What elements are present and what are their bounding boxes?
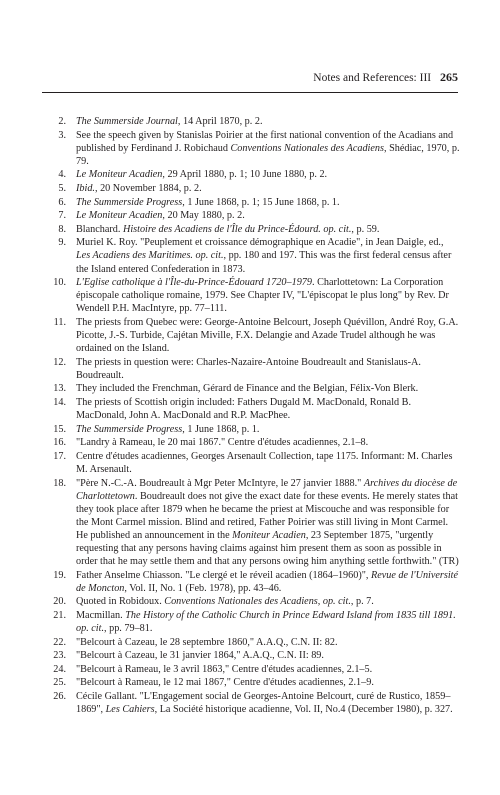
note-text <box>76 168 460 181</box>
note-text <box>76 382 460 395</box>
note-item <box>44 595 460 608</box>
note-text-segment: , 1 June 1868, p. 1; 15 June 1868, p. 1. <box>182 196 340 208</box>
note-text-segment: "Belcourt à Rameau, le 3 avril 1863," Centre d'études acadiennes, 2.1–5. <box>76 663 373 675</box>
note-number: 23. <box>53 650 66 662</box>
note-item <box>44 423 460 436</box>
note-text-segment: . Boudreault does not give the exact date for these events. He merely states that they took place after 1879 when he became the priest at Miscouche and was responsible for the Mont Carmel mission. Blind and retired, Father Poirier was still living in Mont Carmel. He published an announcement in the <box>76 490 458 541</box>
note-text-segment: , 20 November 1884, p. 2. <box>94 182 202 194</box>
note-text-segment: "Belcourt à Cazeau, le 31 janvier 1864," A.A.Q., C.N. II: 89. <box>76 650 324 662</box>
header-rule <box>42 92 458 93</box>
note-title-italic: Ibid. <box>76 182 95 194</box>
note-number: 10. <box>53 277 66 289</box>
note-number: 8. <box>58 223 66 235</box>
note-text <box>76 223 460 236</box>
note-text <box>76 115 460 128</box>
note-text <box>76 663 460 676</box>
note-text <box>76 236 460 275</box>
note-text <box>76 649 460 662</box>
note-item <box>44 236 460 275</box>
note-number: 25. <box>53 677 66 689</box>
note-item <box>44 436 460 449</box>
note-text <box>76 609 460 635</box>
note-text-segment: . Charlottetown: La Corporation épiscopale catholique romaine, 1979. See Chapter IV, "L'épiscopat le plus long" by Rev. Dr Wendell P.H. MacIntyre, pp. 77–111. <box>76 277 449 315</box>
note-text-segment: , p. 7. <box>350 596 374 608</box>
note-number: 21. <box>53 609 66 621</box>
note-text-segment: The priests in question were: Charles-Nazaire-Antoine Boudreault and Stanislaus-A. Boudreault. <box>76 356 421 381</box>
notes-list <box>44 115 460 717</box>
note-text <box>76 129 460 168</box>
note-title-italic: Les Cahiers <box>105 704 155 716</box>
note-text-segment: , Vol. II, No. 1 (Feb. 1978), pp. 43–46. <box>124 582 282 594</box>
note-number: 9. <box>58 237 66 249</box>
note-text-segment: , La Société historique acadienne, Vol. II, No.4 (December 1980), p. 327. <box>154 704 453 716</box>
note-title-italic: Archives du diocèse de Charlottetown <box>76 477 458 502</box>
note-text-segment: Cécile Gallant. "L'Engagement social de Georges-Antoine Belcourt, curé de Rustico, 1859–1869", <box>76 691 451 716</box>
note-text-segment: See the speech given by Stanislas Poirier at the first national convention of the Acadians and published by Ferdinand J. Robichaud <box>76 129 454 154</box>
note-item <box>44 168 460 181</box>
note-title-italic: The Summerside Journal <box>76 116 178 127</box>
note-title-italic: The History of the Catholic Church in Prince Edward Island from 1835 till 1891. op. cit. <box>76 609 456 635</box>
note-text <box>76 276 460 315</box>
note-text <box>76 595 460 608</box>
note-text <box>76 569 460 595</box>
note-item <box>44 276 460 315</box>
note-text <box>76 450 460 476</box>
note-text <box>76 209 460 222</box>
note-text-segment: , pp. 180 and 197. This was the first federal census after the Island entered Confederation in 1873. <box>76 250 452 275</box>
note-item <box>44 182 460 195</box>
note-text-segment: They included the Frenchman, Gérard de Finance and the Belgian, Félix-Von Blerk. <box>76 383 419 395</box>
note-item <box>44 569 460 595</box>
note-text-segment: , 29 April 1880, p. 1; 10 June 1880, p. 2. <box>162 169 328 181</box>
note-text <box>76 436 460 449</box>
note-title-italic: The Summerside Progress <box>76 423 183 435</box>
note-text-segment: "Landry à Rameau, le 20 mai 1867." Centre d'études acadiennes, 2.1–8. <box>76 437 369 449</box>
note-text-segment: "Père N.-C.-A. Boudreault à Mgr Peter McIntyre, le 27 janvier 1888." <box>76 477 364 489</box>
note-text <box>76 690 460 716</box>
note-text <box>76 196 460 209</box>
note-number: 3. <box>58 129 66 141</box>
note-text <box>76 477 460 569</box>
note-item <box>44 450 460 476</box>
note-number: 24. <box>53 663 66 675</box>
note-item <box>44 316 460 355</box>
note-text <box>76 356 460 382</box>
note-title-italic: Conventions Nationales des Acadiens, op. cit. <box>164 596 351 608</box>
note-number: 6. <box>58 196 66 208</box>
note-text-segment: , Shédiac, 1970, p. 79. <box>76 142 460 167</box>
note-text-segment: Blanchard. <box>76 223 123 235</box>
note-text-segment: , 1 June 1868, p. 1. <box>182 423 260 435</box>
note-item <box>44 223 460 236</box>
note-number: 17. <box>53 450 66 462</box>
note-item <box>44 115 460 128</box>
note-text <box>76 636 460 649</box>
note-item <box>44 396 460 422</box>
note-title-italic: Conventions Nationales des Acadiens <box>230 142 384 154</box>
note-text-segment: , pp. 79–81. <box>104 623 153 635</box>
note-title-italic: The Summerside Progress <box>76 196 183 208</box>
note-item <box>44 382 460 395</box>
note-item <box>44 209 460 222</box>
note-item <box>44 356 460 382</box>
note-text <box>76 182 460 195</box>
note-item <box>44 129 460 168</box>
note-number: 11. <box>53 316 66 328</box>
note-title-italic: Histoire des Acadiens de l'Île du Prince-Édourd. op. cit. <box>122 223 352 235</box>
note-number: 14. <box>53 396 66 408</box>
note-number: 7. <box>58 210 66 222</box>
page-number: 265 <box>440 70 458 84</box>
note-text-segment: The priests from Quebec were: George-Antoine Belcourt, Joseph Quévillon, André Roy, G.A. Picotte, J.-S. Turbide, Cajétan Miville, F.X. Delangie and Azade Trudel although he was ordained on the Island. <box>76 316 459 355</box>
note-item <box>44 649 460 662</box>
note-title-italic: Revue de l'Université de Moncton <box>76 569 459 594</box>
note-text-segment: Quoted in Robidoux. <box>76 596 165 608</box>
note-text-segment: , 14 April 1870, p. 2. <box>177 116 263 127</box>
note-item <box>44 663 460 676</box>
note-title-italic: Le Moniteur Acadien <box>76 169 163 181</box>
note-number: 15. <box>53 423 66 435</box>
note-item <box>44 196 460 209</box>
note-title-italic: Les Acadiens des Maritimes. op. cit. <box>76 250 224 262</box>
running-header <box>313 70 458 85</box>
note-text-segment: "Belcourt à Cazeau, le 28 septembre 1860," A.A.Q., C.N. II: 82. <box>76 636 338 648</box>
note-number: 20. <box>53 596 66 608</box>
note-title-italic: Le Moniteur Acadien <box>76 210 163 222</box>
note-item <box>44 636 460 649</box>
note-text-segment: , p. 59. <box>351 223 380 235</box>
running-title: Notes and References: III <box>313 72 432 84</box>
note-number: 22. <box>53 636 66 648</box>
note-number: 26. <box>53 691 66 703</box>
note-text-segment: Muriel K. Roy. "Peuplement et croissance démographique en Acadie", in Jean Daigle, ed., <box>76 237 444 249</box>
note-number: 2. <box>58 116 66 127</box>
note-title-italic: L'Eglise catholique à l'Île-du-Prince-Édouard 1720–1979 <box>76 277 312 289</box>
note-text <box>76 676 460 689</box>
note-item <box>44 676 460 689</box>
note-number: 16. <box>53 437 66 449</box>
note-text-segment: Centre d'études acadiennes, Georges Arsenault Collection, tape 1175. Informant: M. Charles M. Arsenault. <box>76 450 453 475</box>
note-text <box>76 396 460 422</box>
note-text <box>76 423 460 436</box>
note-title-italic: Moniteur Acadien <box>232 529 306 541</box>
note-text-segment: Father Anselme Chiasson. "Le clergé et le réveil acadien (1864–1960)", <box>76 569 371 581</box>
note-text-segment: , 23 September 1875, "urgently requesting that any persons having claims against him present them as soon as possible in order that he may settle them and that any persons owing him anything settle forthwith." (TR) <box>76 529 459 568</box>
note-number: 12. <box>53 356 66 368</box>
note-text-segment: "Belcourt à Rameau, le 12 mai 1867," Centre d'études acadiennes, 2.1–9. <box>76 677 374 689</box>
note-number: 13. <box>53 383 66 395</box>
note-text-segment: , 20 May 1880, p. 2. <box>162 210 245 222</box>
note-number: 5. <box>58 182 66 194</box>
note-number: 4. <box>58 169 66 181</box>
note-number: 18. <box>53 477 66 489</box>
note-text-segment: The priests of Scottish origin included: Fathers Dugald M. MacDonald, Ronald B. MacDonald, John A. MacDonald and R.P. MacPhee. <box>76 396 412 422</box>
note-text-segment: Macmillan. <box>76 609 126 621</box>
note-text <box>76 316 460 355</box>
note-number: 19. <box>53 569 66 581</box>
note-item <box>44 477 460 569</box>
note-item <box>44 609 460 635</box>
note-item <box>44 690 460 716</box>
